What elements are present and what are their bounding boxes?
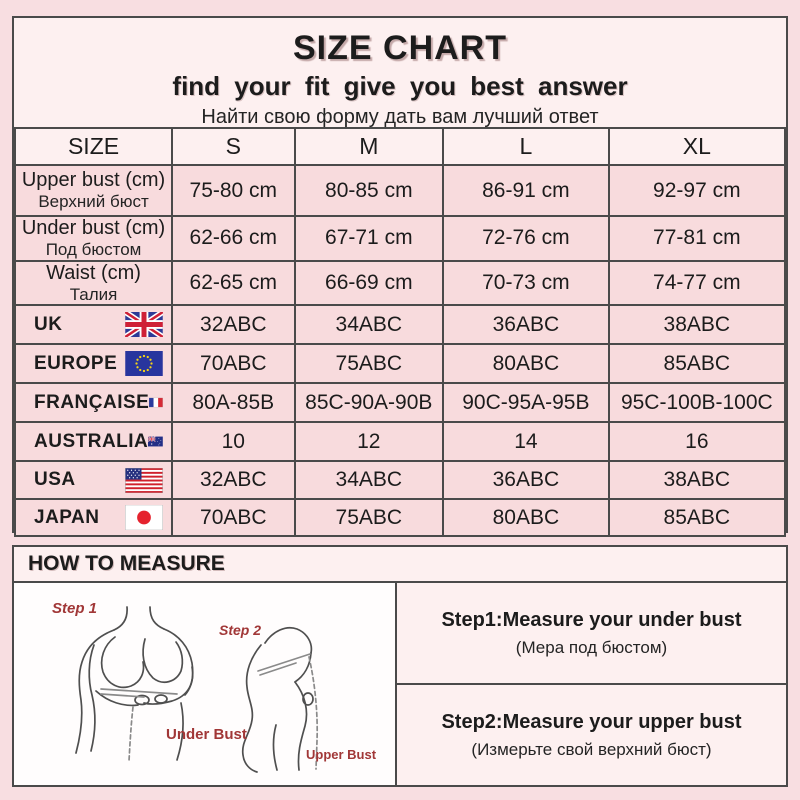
- size-table: [14, 127, 786, 537]
- header: [14, 18, 786, 127]
- cell-value: 38ABC: [609, 461, 785, 499]
- step1-text-en: Step1:Measure your under bust: [441, 608, 742, 631]
- column-header-l: L: [443, 128, 609, 165]
- cell-value: 77-81 cm: [609, 216, 785, 261]
- country-label: FRANÇAISE: [34, 391, 150, 413]
- step1-figure-label: Step 1: [52, 600, 98, 617]
- step1-instruction: [397, 583, 786, 683]
- step2-figure-label: Step 2: [219, 622, 262, 638]
- cell-value: 10: [172, 422, 294, 461]
- how-to-measure-panel: [12, 545, 788, 787]
- row-label-en: Waist (cm): [46, 261, 141, 284]
- table-row-waist: [15, 261, 785, 306]
- column-header-xl: XL: [609, 128, 785, 165]
- upper-bust-label: Upper Bust: [306, 747, 377, 762]
- row-label-ru: Талия: [69, 284, 118, 304]
- cell-value: 14: [443, 422, 609, 461]
- cell-value: 80ABC: [443, 499, 609, 536]
- size-chart-panel: [12, 16, 788, 533]
- country-label: USA: [34, 469, 76, 491]
- cell-value: 80ABC: [443, 344, 609, 383]
- cell-value: 80A-85B: [172, 383, 294, 422]
- cell-value: 12: [295, 422, 444, 461]
- country-label: EUROPE: [34, 352, 118, 374]
- table-row-under-bust: [15, 216, 785, 261]
- cell-value: 75ABC: [295, 344, 444, 383]
- cell-value: 92-97 cm: [609, 165, 785, 216]
- column-header-m: M: [295, 128, 444, 165]
- row-label-ru: Верхний бюст: [38, 192, 149, 212]
- subtitle-en: find your fit give you best answer: [172, 71, 628, 101]
- row-label-en: Under bust (cm): [21, 217, 166, 239]
- cell-value: 85ABC: [609, 344, 785, 383]
- cell-value: 70-73 cm: [443, 261, 609, 306]
- cell-value: 36ABC: [443, 305, 609, 344]
- cell-value: 85C-90A-90B: [295, 383, 444, 422]
- table-row-france: [15, 383, 785, 422]
- under-bust-label: Under Bust: [166, 726, 247, 743]
- usa-flag-icon: [125, 468, 163, 493]
- cell-value: 16: [609, 422, 785, 461]
- column-header-size: SIZE: [15, 128, 172, 165]
- country-label: UK: [34, 313, 63, 335]
- table-header-row: [15, 128, 785, 165]
- step2-instruction: [397, 683, 786, 785]
- japan-flag-icon: [125, 505, 163, 530]
- uk-flag-icon: [125, 312, 163, 337]
- cell-value: 38ABC: [609, 305, 785, 344]
- cell-value: 95C-100B-100C: [609, 383, 785, 422]
- cell-value: 70ABC: [172, 344, 294, 383]
- how-to-measure-title: HOW TO MEASURE: [14, 547, 786, 583]
- table-row-uk: [15, 305, 785, 344]
- column-header-s: S: [172, 128, 294, 165]
- cell-value: 70ABC: [172, 499, 294, 536]
- cell-value: 85ABC: [609, 499, 785, 536]
- cell-value: 67-71 cm: [295, 216, 444, 261]
- step2-text-en: Step2:Measure your upper bust: [441, 710, 742, 733]
- cell-value: 75ABC: [295, 499, 444, 536]
- cell-value: 32ABC: [172, 461, 294, 499]
- france-flag-icon: [149, 390, 163, 415]
- step2-text-ru: (Измерьте свой верхний бюст): [471, 739, 712, 759]
- table-row-usa: [15, 461, 785, 499]
- row-label-en: Upper bust (cm): [21, 169, 166, 192]
- country-label: JAPAN: [34, 506, 100, 528]
- cell-value: 62-65 cm: [172, 261, 294, 306]
- measuring-figures-drawing: [14, 583, 397, 785]
- table-row-australia: [15, 422, 785, 461]
- page-title: SIZE CHART: [293, 29, 507, 67]
- measurement-illustration: [14, 583, 397, 785]
- cell-value: 66-69 cm: [295, 261, 444, 306]
- cell-value: 62-66 cm: [172, 216, 294, 261]
- cell-value: 34ABC: [295, 461, 444, 499]
- cell-value: 90C-95A-95B: [443, 383, 609, 422]
- cell-value: 74-77 cm: [609, 261, 785, 306]
- step1-text-ru: (Мера под бюстом): [515, 637, 668, 657]
- country-label: AUSTRALIA: [34, 430, 149, 452]
- australia-flag-icon: [148, 429, 163, 454]
- subtitle-ru: Найти свою форму дать вам лучший ответ: [201, 106, 599, 128]
- table-row-europe: [15, 344, 785, 383]
- cell-value: 72-76 cm: [443, 216, 609, 261]
- measure-steps: [397, 583, 786, 785]
- eu-flag-icon: [125, 351, 163, 376]
- cell-value: 86-91 cm: [443, 165, 609, 216]
- cell-value: 32ABC: [172, 305, 294, 344]
- cell-value: 34ABC: [295, 305, 444, 344]
- cell-value: 80-85 cm: [295, 165, 444, 216]
- cell-value: 36ABC: [443, 461, 609, 499]
- cell-value: 75-80 cm: [172, 165, 294, 216]
- table-row-upper-bust: [15, 165, 785, 216]
- row-label-ru: Под бюстом: [45, 240, 142, 259]
- table-row-japan: [15, 499, 785, 536]
